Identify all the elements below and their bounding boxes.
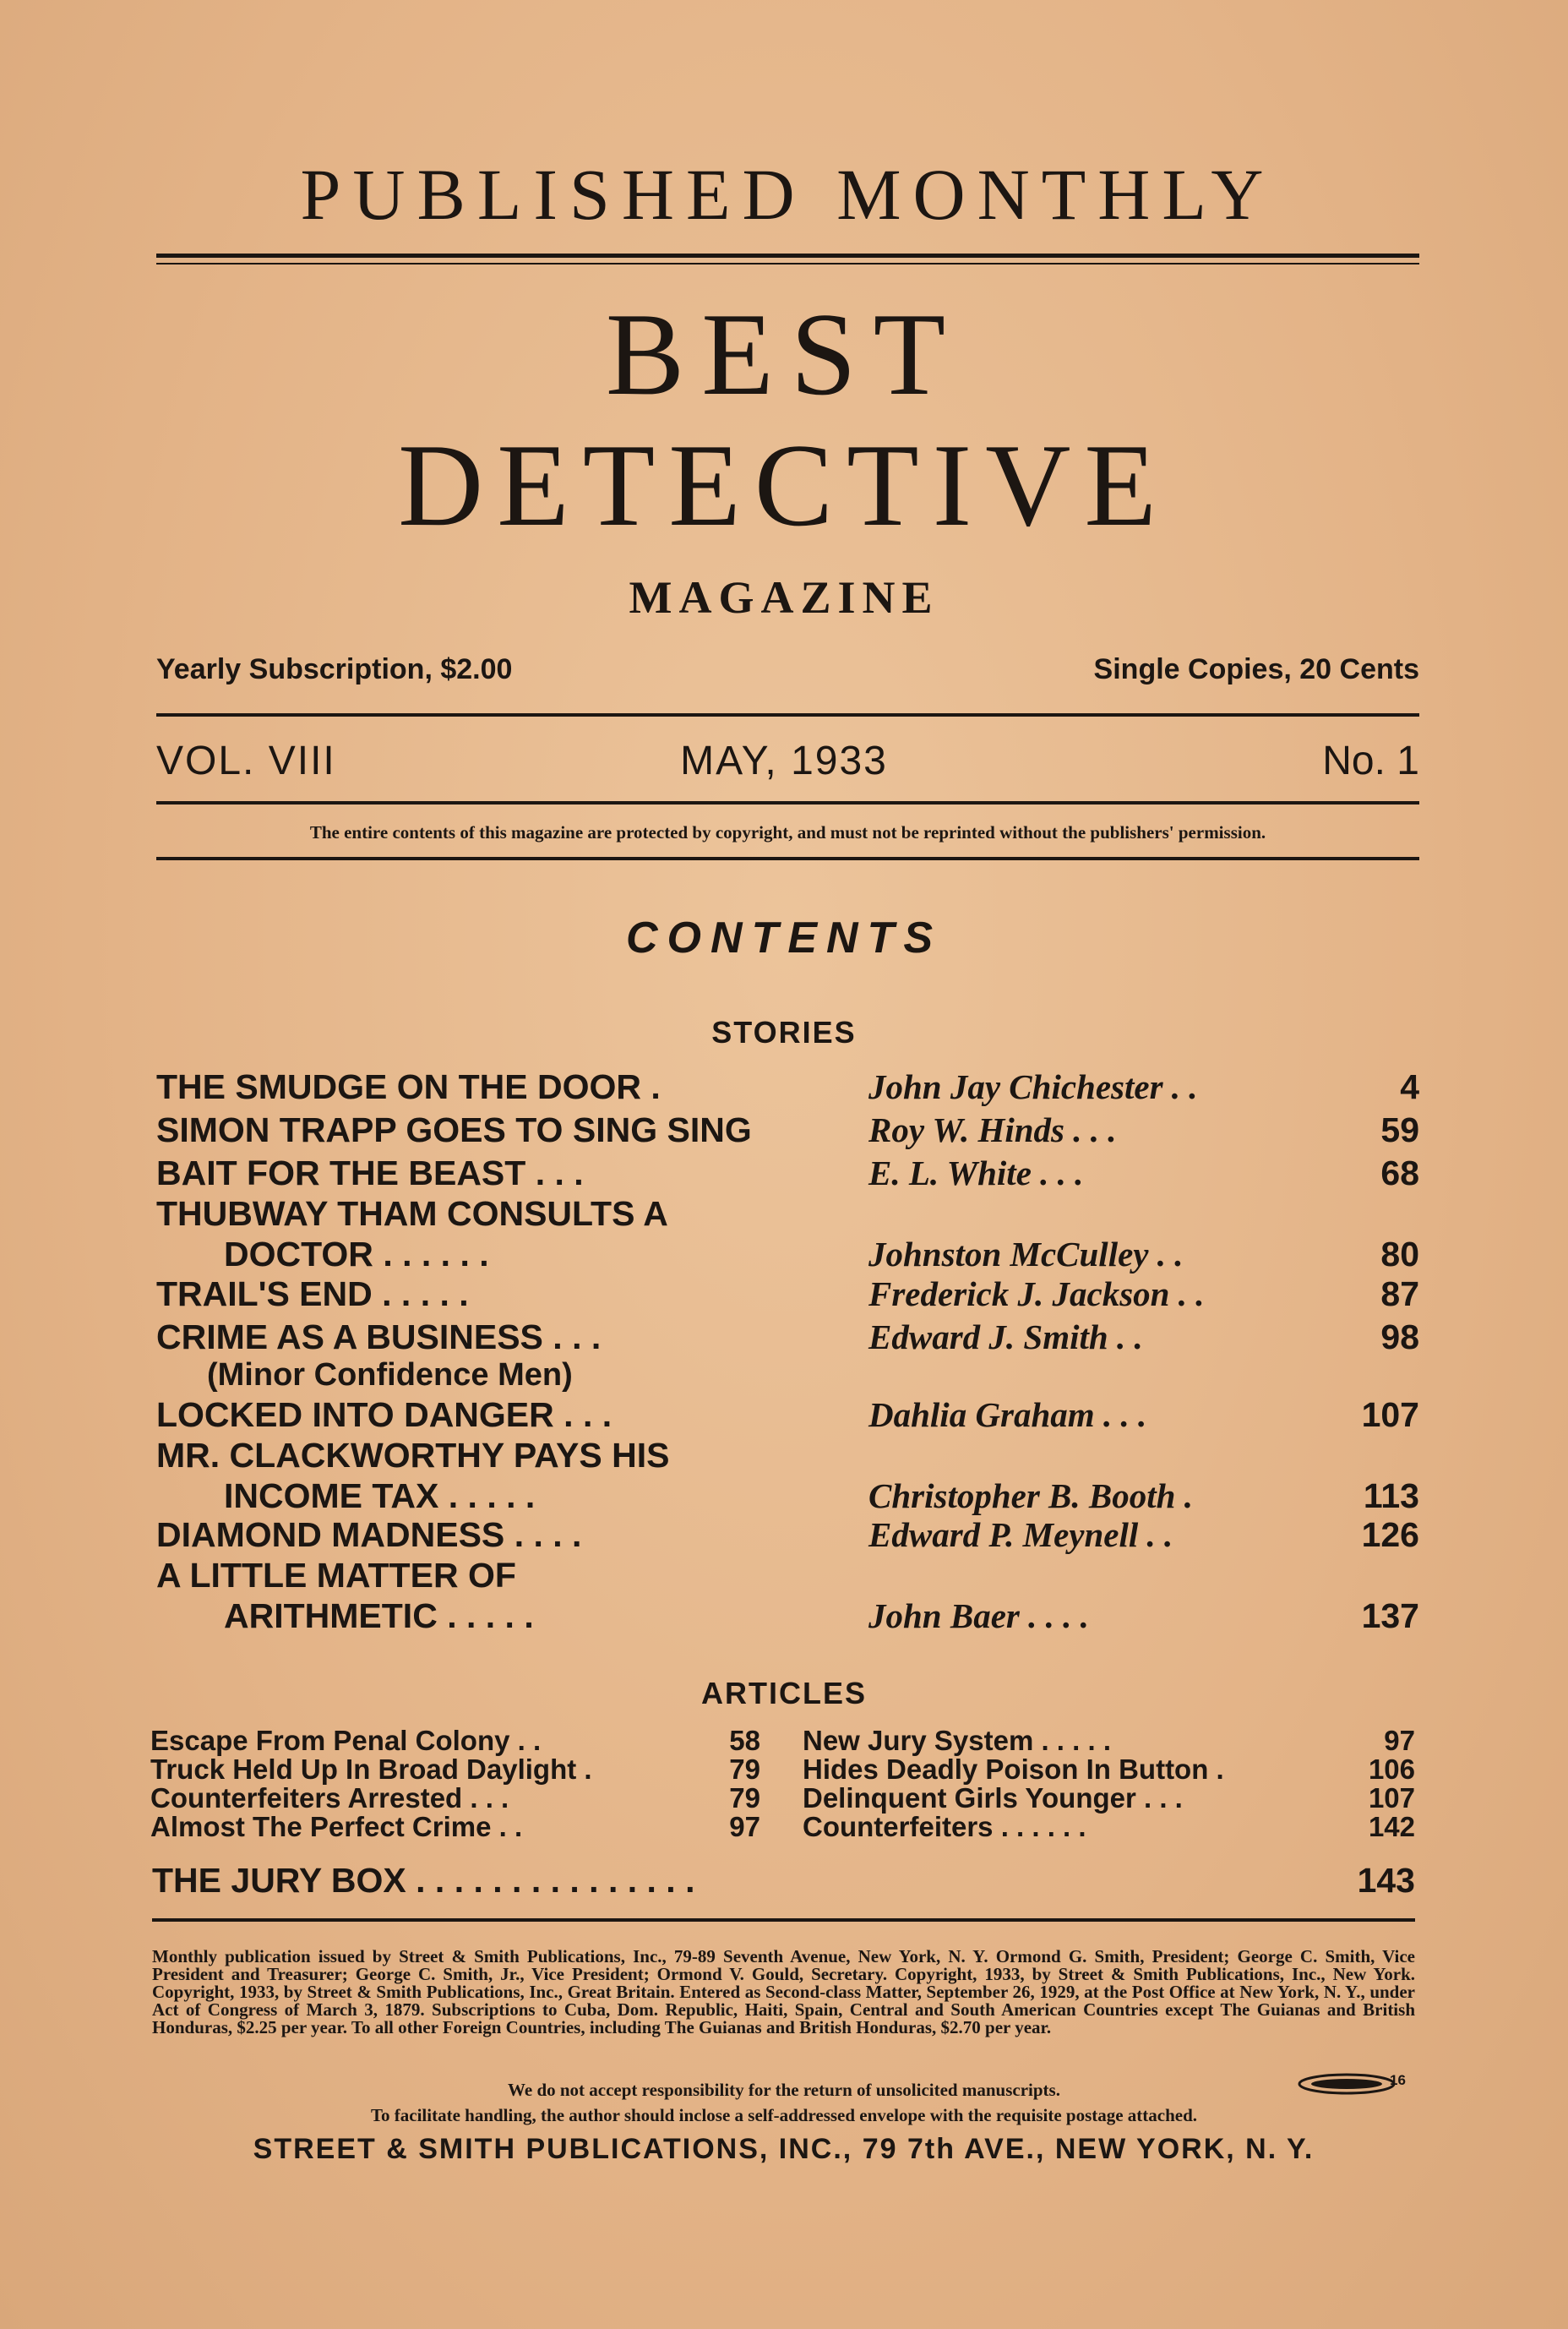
story-entry: THUBWAY THAM CONSULTS A DOCTOR . . . . . . Johnston McCulley . . 80 [156,1194,1419,1274]
story-entry: CRIME AS A BUSINESS . . . Edward J. Smith . . 98 (Minor Confidence Men) [156,1317,1419,1393]
story-author: Dahlia Graham [868,1395,1095,1434]
story-title: BAIT FOR THE BEAST [156,1154,526,1192]
story-page: 113 [1363,1476,1419,1515]
story-author: Frederick J. Jackson [868,1274,1170,1313]
volume-rule-bottom [156,801,1419,805]
copyright-rule [156,857,1419,860]
story-page: 80 [1380,1235,1419,1274]
jury-box-title: THE JURY BOX . . . . . . . . . . . . . . . [152,1861,695,1900]
story-entry: TRAIL'S END . . . . . Frederick J. Jackson . . 87 [156,1274,1419,1313]
story-title: ARITHMETIC [224,1596,438,1635]
articles-right-column [803,1726,1415,1841]
magazine-title-detective: DETECTIVE [398,420,1170,551]
article-entry: Escape From Penal Colony . . 58 [150,1725,760,1756]
copyright-notice: The entire contents of this magazine are protected by copyright, and must not be reprinted without the publishers' permission. [309,822,1266,843]
story-title-line1: MR. CLACKWORTHY PAYS HIS [156,1436,670,1475]
story-author: Edward P. Meynell [868,1515,1139,1554]
story-page: 68 [1380,1154,1419,1192]
article-entry: Almost The Perfect Crime . . 97 [150,1811,760,1842]
single-copies-price: Single Copies, 20 Cents [1093,653,1419,685]
story-page: 4 [1400,1067,1419,1106]
article-entry: Counterfeiters Arrested . . . 79 [150,1782,760,1814]
union-label-number: 16 [1390,2072,1406,2088]
magazine-title-best: BEST [605,289,963,420]
article-entry: Delinquent Girls Younger . . . 107 [803,1782,1415,1814]
story-page: 59 [1380,1110,1419,1149]
union-label-icon [1298,2073,1396,2095]
manuscripts-notice: We do not accept responsibility for the return of unsolicited manuscripts. [508,2080,1060,2100]
issue-number: No. 1 [1322,739,1419,783]
story-entry: MR. CLACKWORTHY PAYS HIS INCOME TAX . . . . . Christopher B. Booth . 113 [156,1436,1419,1515]
article-entry: Counterfeiters . . . . . . 142 [803,1811,1415,1842]
volume-number: VOL. VIII [156,739,336,783]
story-page: 87 [1380,1274,1419,1313]
story-author: John Baer [868,1596,1020,1635]
stories-heading: STORIES [711,1015,857,1050]
issue-date: MAY, 1933 [680,739,888,783]
story-title: SIMON TRAPP GOES TO SING SING [156,1110,752,1149]
story-author: Christopher B. Booth [868,1476,1176,1515]
story-author: Johnston McCulley [868,1235,1149,1274]
story-page: 98 [1380,1317,1419,1356]
story-author: Roy W. Hinds [868,1110,1065,1149]
articles-heading: ARTICLES [701,1676,867,1710]
handling-notice: To facilitate handling, the author should inclose a self-addressed envelope with the requisite postage attached. [370,2105,1198,2125]
story-entry: SIMON TRAPP GOES TO SING SING Roy W. Hinds . . . 59 [156,1110,1419,1149]
story-subtitle: (Minor Confidence Men) [207,1357,573,1393]
story-title: LOCKED INTO DANGER [156,1395,554,1434]
story-title: DOCTOR [224,1235,373,1274]
story-entry: BAIT FOR THE BEAST . . . E. L. White . . . 68 [156,1154,1419,1192]
volume-rule-top [156,713,1419,717]
story-title: CRIME AS A BUSINESS [156,1317,543,1356]
story-title: TRAIL'S END [156,1274,373,1313]
masthead-rule-thin [156,263,1419,265]
footer-rule [152,1918,1415,1922]
story-entry: THE SMUDGE ON THE DOOR . John Jay Chichester . . 4 [156,1067,1419,1106]
jury-box-entry [152,1859,1415,1901]
articles-left-column [150,1726,760,1841]
story-page: 107 [1361,1395,1419,1434]
jury-box-page: 143 [1357,1861,1415,1900]
story-entry: DIAMOND MADNESS . . . . Edward P. Meynell . . 126 [156,1515,1419,1554]
story-author: E. L. White [868,1154,1032,1192]
magazine-subtitle: MAGAZINE [629,572,939,623]
article-entry: New Jury System . . . . . 97 [803,1725,1415,1756]
article-entry: Hides Deadly Poison In Button . 106 [803,1754,1415,1785]
story-title-line1: THUBWAY THAM CONSULTS A [156,1194,668,1233]
story-entry: LOCKED INTO DANGER . . . Dahlia Graham . . . 107 [156,1395,1419,1434]
story-author: John Jay Chichester [868,1067,1163,1106]
story-title: DIAMOND MADNESS [156,1515,505,1554]
publication-imprint: Monthly publication issued by Street & Smith Publications, Inc., 79-89 Seventh Avenue, New York, N. Y. Ormond G. Smith, President; George C. Smith, Vice President and Treasurer; George C. Smith, Jr., Vice President; Ormond V. Gould, Secretary. Copyright, 1933, by Street & Smith Publications, Inc., New York. Copyright, 1933, by Street & Smith Publications, Inc., Great Britain. Entered as Second-class Matter, September 26, 1929, at the Post Office at New York, N. Y., under Act of Congress of March 3, 1879. Subscriptions to Cuba, Dom. Republic, Haiti, Spain, Central and South American Countries except The Guianas and British Honduras, $2.25 per year. To all other Foreign Countries, including The Guianas and British Honduras, $2.70 per year. [152,1946,1415,2037]
story-title: THE SMUDGE ON THE DOOR [156,1067,642,1106]
published-monthly-header: PUBLISHED MONTHLY [300,154,1276,235]
masthead-rule-thick [156,254,1419,258]
yearly-subscription: Yearly Subscription, $2.00 [156,653,513,685]
story-author: Edward J. Smith [868,1317,1108,1356]
story-page: 137 [1361,1596,1419,1635]
contents-heading: CONTENTS [626,914,942,963]
story-title: INCOME TAX [224,1476,439,1515]
story-entry: A LITTLE MATTER OF ARITHMETIC . . . . . John Baer . . . . 137 [156,1556,1419,1635]
story-page: 126 [1361,1515,1419,1554]
article-entry: Truck Held Up In Broad Daylight . 79 [150,1754,760,1785]
publisher-address: STREET & SMITH PUBLICATIONS, INC., 79 7th AVE., NEW YORK, N. Y. [253,2133,1315,2165]
story-title-line1: A LITTLE MATTER OF [156,1556,516,1595]
